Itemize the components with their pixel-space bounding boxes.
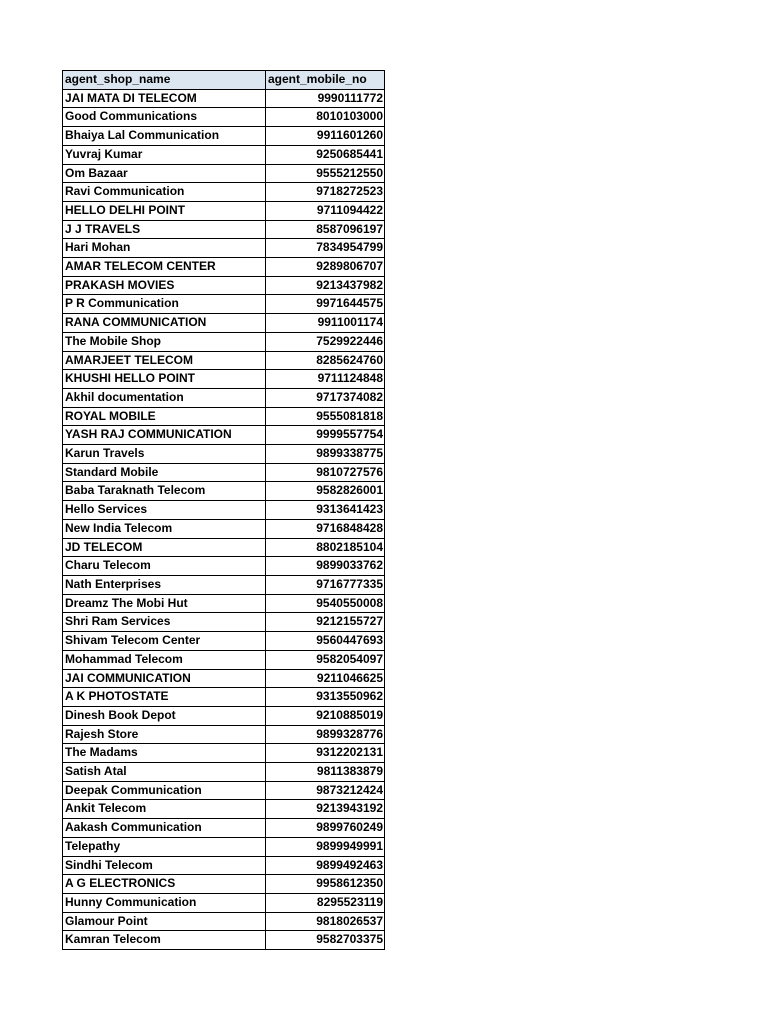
shop-name-cell[interactable]: YASH RAJ COMMUNICATION [63,426,266,445]
mobile-no-cell[interactable]: 8295523119 [266,893,385,912]
table-row [63,463,385,482]
table-row [63,145,385,164]
mobile-no-cell[interactable]: 9289806707 [266,258,385,277]
shop-name-cell[interactable]: Om Bazaar [63,164,266,183]
table-row [63,931,385,950]
mobile-no-cell[interactable]: 9911001174 [266,314,385,333]
mobile-no-cell[interactable]: 8802185104 [266,538,385,557]
table-row [63,893,385,912]
mobile-no-cell[interactable]: 9711094422 [266,201,385,220]
shop-name-cell[interactable]: JAI MATA DI TELECOM [63,89,266,108]
shop-name-cell[interactable]: Bhaiya Lal Communication [63,127,266,146]
shop-name-cell[interactable]: HELLO DELHI POINT [63,201,266,220]
table-row [63,650,385,669]
mobile-no-cell[interactable]: 7834954799 [266,239,385,258]
table-body [63,89,385,949]
table-row [63,351,385,370]
table-row [63,613,385,632]
table-row [63,295,385,314]
table-row [63,388,385,407]
mobile-no-cell[interactable]: 9313641423 [266,501,385,520]
shop-name-cell[interactable]: Sindhi Telecom [63,856,266,875]
shop-name-cell[interactable]: Kamran Telecom [63,931,266,950]
table-row [63,856,385,875]
mobile-no-cell[interactable]: 9873212424 [266,781,385,800]
shop-name-cell[interactable]: Glamour Point [63,912,266,931]
shop-name-cell[interactable]: Aakash Communication [63,819,266,838]
shop-name-cell[interactable]: AMAR TELECOM CENTER [63,258,266,277]
table-row [63,501,385,520]
table-row [63,538,385,557]
table-row [63,314,385,333]
mobile-no-cell[interactable]: 8285624760 [266,351,385,370]
mobile-no-cell[interactable]: 9711124848 [266,370,385,389]
table-row [63,370,385,389]
table-row [63,912,385,931]
mobile-no-cell[interactable]: 9990111772 [266,89,385,108]
mobile-no-cell[interactable]: 9810727576 [266,463,385,482]
shop-name-cell[interactable]: Standard Mobile [63,463,266,482]
table-row [63,426,385,445]
column-header-mobile-no[interactable]: agent_mobile_no [266,71,385,90]
mobile-no-cell[interactable]: 9312202131 [266,744,385,763]
mobile-no-cell[interactable]: 9911601260 [266,127,385,146]
shop-name-cell[interactable]: Ravi Communication [63,183,266,202]
column-header-shop-name[interactable]: agent_shop_name [63,71,266,90]
table-row [63,332,385,351]
mobile-no-cell[interactable]: 9899949991 [266,837,385,856]
mobile-no-cell[interactable]: 9899760249 [266,819,385,838]
mobile-no-cell[interactable]: 9582054097 [266,650,385,669]
table-row [63,800,385,819]
shop-name-cell[interactable]: A K PHOTOSTATE [63,688,266,707]
table-row [63,725,385,744]
table-row [63,482,385,501]
shop-name-cell[interactable]: Nath Enterprises [63,575,266,594]
shop-name-cell[interactable]: Telepathy [63,837,266,856]
table-row [63,688,385,707]
table-row [63,108,385,127]
table-row [63,127,385,146]
mobile-no-cell[interactable]: 9718272523 [266,183,385,202]
mobile-no-cell[interactable]: 9999557754 [266,426,385,445]
shop-name-cell[interactable]: J J TRAVELS [63,220,266,239]
shop-name-cell[interactable]: Yuvraj Kumar [63,145,266,164]
header-row [63,71,385,90]
shop-name-cell[interactable]: Satish Atal [63,763,266,782]
table-row [63,594,385,613]
agent-table [62,70,385,950]
shop-name-cell[interactable]: Deepak Communication [63,781,266,800]
mobile-no-cell[interactable]: 9555212550 [266,164,385,183]
table-row [63,183,385,202]
shop-name-cell[interactable]: Hunny Communication [63,893,266,912]
mobile-no-cell[interactable]: 7529922446 [266,332,385,351]
shop-name-cell[interactable]: Good Communications [63,108,266,127]
table-row [63,258,385,277]
table-row [63,220,385,239]
mobile-no-cell[interactable]: 9210885019 [266,706,385,725]
shop-name-cell[interactable]: RANA COMMUNICATION [63,314,266,333]
shop-name-cell[interactable]: A G ELECTRONICS [63,875,266,894]
table-row [63,575,385,594]
mobile-no-cell[interactable]: 9212155727 [266,613,385,632]
shop-name-cell[interactable]: Dreamz The Mobi Hut [63,594,266,613]
mobile-no-cell[interactable]: 9582703375 [266,931,385,950]
shop-name-cell[interactable]: JD TELECOM [63,538,266,557]
mobile-no-cell[interactable]: 9717374082 [266,388,385,407]
shop-name-cell[interactable]: Shivam Telecom Center [63,632,266,651]
table-row [63,239,385,258]
mobile-no-cell[interactable]: 9958612350 [266,875,385,894]
mobile-no-cell[interactable]: 9213943192 [266,800,385,819]
table-row [63,407,385,426]
mobile-no-cell[interactable]: 9899338775 [266,445,385,464]
shop-name-cell[interactable]: KHUSHI HELLO POINT [63,370,266,389]
table-row [63,445,385,464]
shop-name-cell[interactable]: Charu Telecom [63,557,266,576]
table-row [63,763,385,782]
mobile-no-cell[interactable]: 8010103000 [266,108,385,127]
shop-name-cell[interactable]: The Mobile Shop [63,332,266,351]
mobile-no-cell[interactable]: 9540550008 [266,594,385,613]
table-row [63,875,385,894]
mobile-no-cell[interactable]: 9250685441 [266,145,385,164]
shop-name-cell[interactable]: Rajesh Store [63,725,266,744]
shop-name-cell[interactable]: AMARJEET TELECOM [63,351,266,370]
mobile-no-cell[interactable]: 8587096197 [266,220,385,239]
table-row [63,557,385,576]
table-row [63,89,385,108]
table-row [63,781,385,800]
table-row [63,632,385,651]
mobile-no-cell[interactable]: 9811383879 [266,763,385,782]
mobile-no-cell[interactable]: 9899033762 [266,557,385,576]
shop-name-cell[interactable]: New India Telecom [63,519,266,538]
shop-name-cell[interactable]: Hello Services [63,501,266,520]
mobile-no-cell[interactable]: 9899492463 [266,856,385,875]
shop-name-cell[interactable]: Hari Mohan [63,239,266,258]
mobile-no-cell[interactable]: 9716777335 [266,575,385,594]
shop-name-cell[interactable]: Karun Travels [63,445,266,464]
mobile-no-cell[interactable]: 9555081818 [266,407,385,426]
table-row [63,164,385,183]
shop-name-cell[interactable]: Baba Taraknath Telecom [63,482,266,501]
table-row [63,519,385,538]
shop-name-cell[interactable]: Akhil documentation [63,388,266,407]
mobile-no-cell[interactable]: 9899328776 [266,725,385,744]
shop-name-cell[interactable]: The Madams [63,744,266,763]
mobile-no-cell[interactable]: 9560447693 [266,632,385,651]
table-row [63,201,385,220]
table-row [63,744,385,763]
mobile-no-cell[interactable]: 9213437982 [266,276,385,295]
shop-name-cell[interactable]: Dinesh Book Depot [63,706,266,725]
mobile-no-cell[interactable]: 9313550962 [266,688,385,707]
mobile-no-cell[interactable]: 9582826001 [266,482,385,501]
shop-name-cell[interactable]: P R Communication [63,295,266,314]
shop-name-cell[interactable]: PRAKASH MOVIES [63,276,266,295]
table-row [63,706,385,725]
shop-name-cell[interactable]: Mohammad Telecom [63,650,266,669]
shop-name-cell[interactable]: ROYAL MOBILE [63,407,266,426]
table-row [63,669,385,688]
shop-name-cell[interactable]: Shri Ram Services [63,613,266,632]
mobile-no-cell[interactable]: 9818026537 [266,912,385,931]
table-row [63,819,385,838]
mobile-no-cell[interactable]: 9971644575 [266,295,385,314]
table-row [63,276,385,295]
mobile-no-cell[interactable]: 9211046625 [266,669,385,688]
shop-name-cell[interactable]: JAI COMMUNICATION [63,669,266,688]
mobile-no-cell[interactable]: 9716848428 [266,519,385,538]
table-row [63,837,385,856]
shop-name-cell[interactable]: Ankit Telecom [63,800,266,819]
